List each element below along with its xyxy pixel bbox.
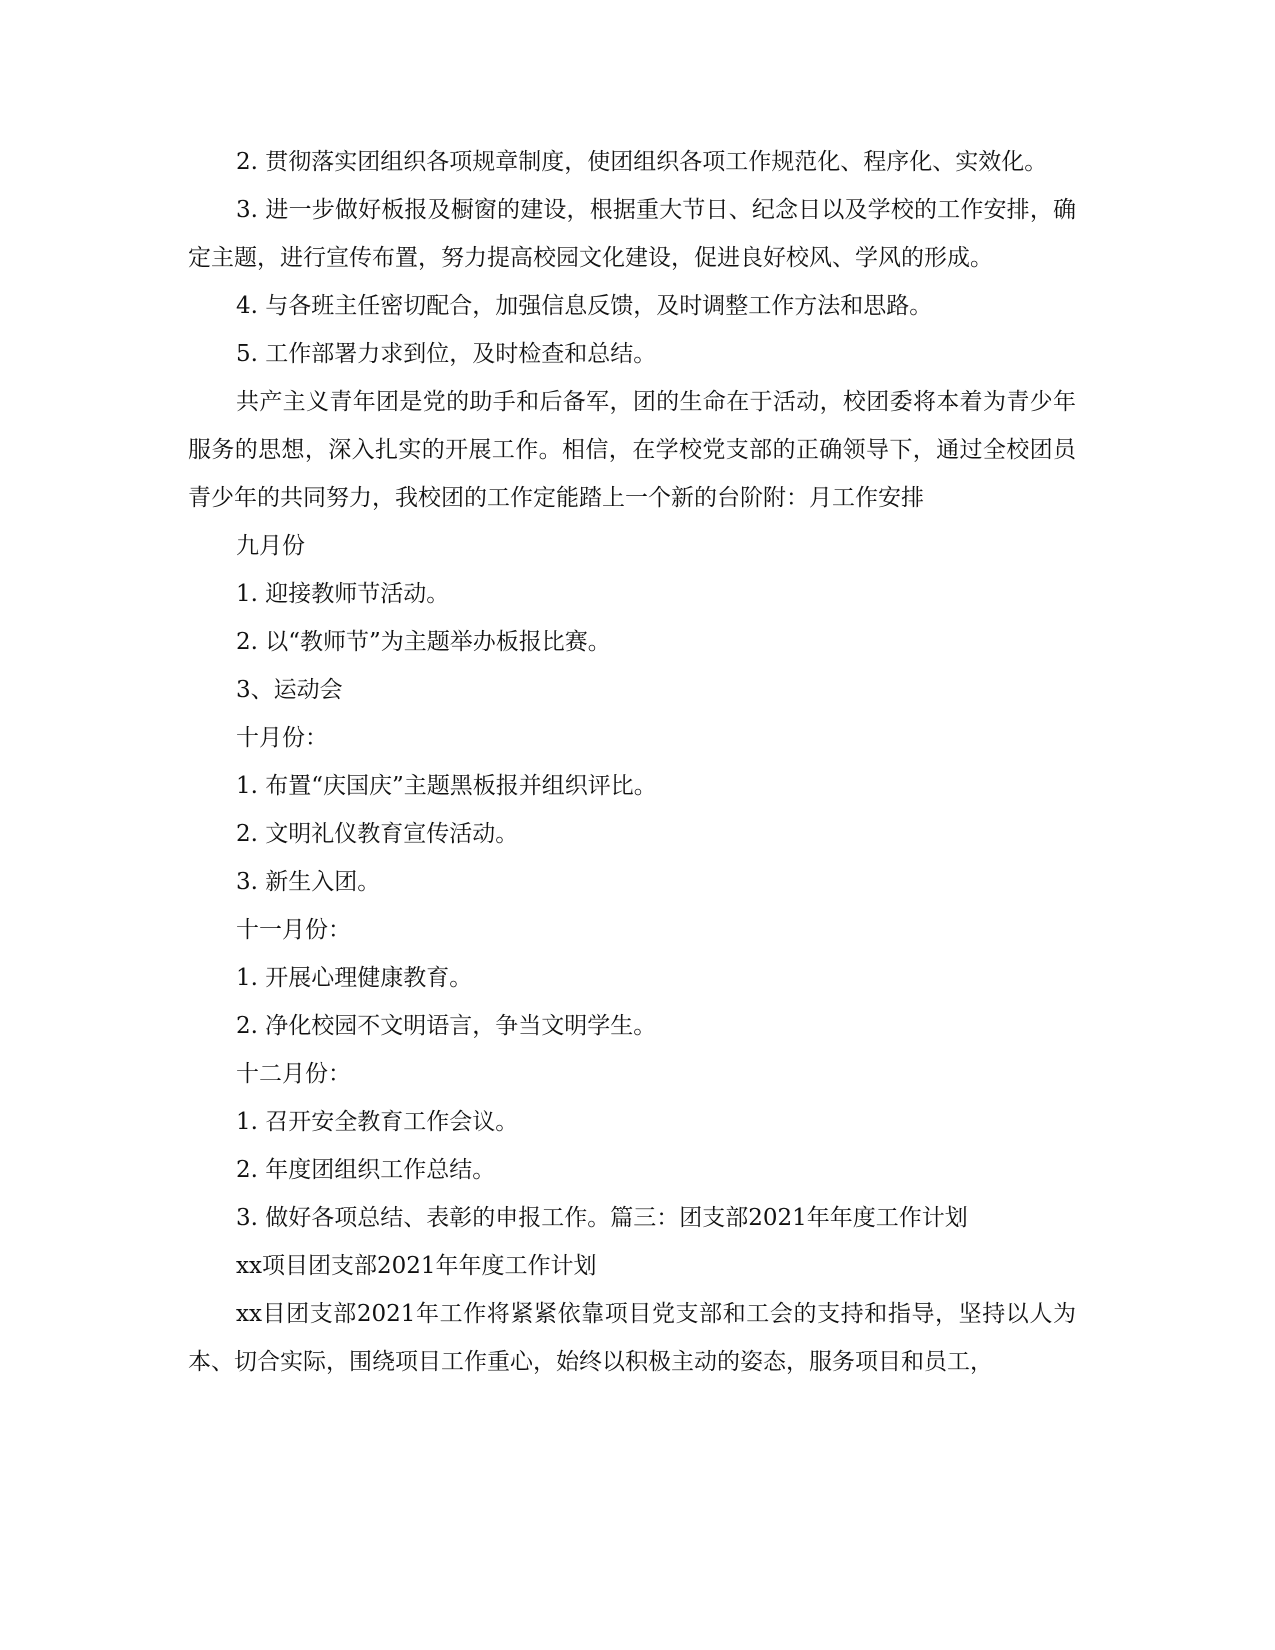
month-heading-september: 九月份 xyxy=(236,533,305,559)
december-item-1: 1. 召开安全教育工作会议。 xyxy=(236,1109,519,1135)
section-intro: xx目团支部2021年工作将紧紧依靠项目党支部和工会的支持和指导，坚持以人为本、切合实际，围绕项目工作重心，始终以积极主动的姿态，服务项目和员工， xyxy=(188,1301,1076,1375)
paragraph-summary: 共产主义青年团是党的助手和后备军，团的生命在于活动，校团委将本着为青少年服务的思想，深入扎实的开展工作。相信，在学校党支部的正确领导下，通过全校团员青少年的共同努力，我校团的工作定能踏上一个新的台阶附：月工作安排 xyxy=(188,389,1076,511)
month-heading-december: 十二月份： xyxy=(236,1061,351,1087)
paragraph-item-3: 3. 进一步做好板报及橱窗的建设，根据重大节日、纪念日以及学校的工作安排，确定主题，进行宣传布置，努力提高校园文化建设，促进良好校风、学风的形成。 xyxy=(188,197,1076,271)
section-title: xx项目团支部2021年年度工作计划 xyxy=(236,1253,597,1279)
paragraph-item-4: 4. 与各班主任密切配合，加强信息反馈，及时调整工作方法和思路。 xyxy=(236,293,933,319)
october-item-2: 2. 文明礼仪教育宣传活动。 xyxy=(236,821,519,847)
paragraph-item-5: 5. 工作部署力求到位，及时检查和总结。 xyxy=(236,341,657,367)
october-item-1: 1. 布置“庆国庆”主题黑板报并组织评比。 xyxy=(236,773,657,799)
september-item-1: 1. 迎接教师节活动。 xyxy=(236,581,450,607)
september-item-2: 2. 以“教师节”为主题举办板报比赛。 xyxy=(236,629,611,655)
november-item-2: 2. 净化校园不文明语言，争当文明学生。 xyxy=(236,1013,657,1039)
month-heading-october: 十月份： xyxy=(236,725,328,751)
december-item-2: 2. 年度团组织工作总结。 xyxy=(236,1157,496,1183)
october-item-3: 3. 新生入团。 xyxy=(236,869,381,895)
paragraph-item-2: 2. 贯彻落实团组织各项规章制度，使团组织各项工作规范化、程序化、实效化。 xyxy=(236,149,1048,175)
document-body xyxy=(188,138,1076,1386)
month-heading-november: 十一月份： xyxy=(236,917,351,943)
november-item-1: 1. 开展心理健康教育。 xyxy=(236,965,473,991)
december-item-3: 3. 做好各项总结、表彰的申报工作。篇三：团支部2021年年度工作计划 xyxy=(236,1205,968,1231)
september-item-3: 3、运动会 xyxy=(236,677,343,703)
